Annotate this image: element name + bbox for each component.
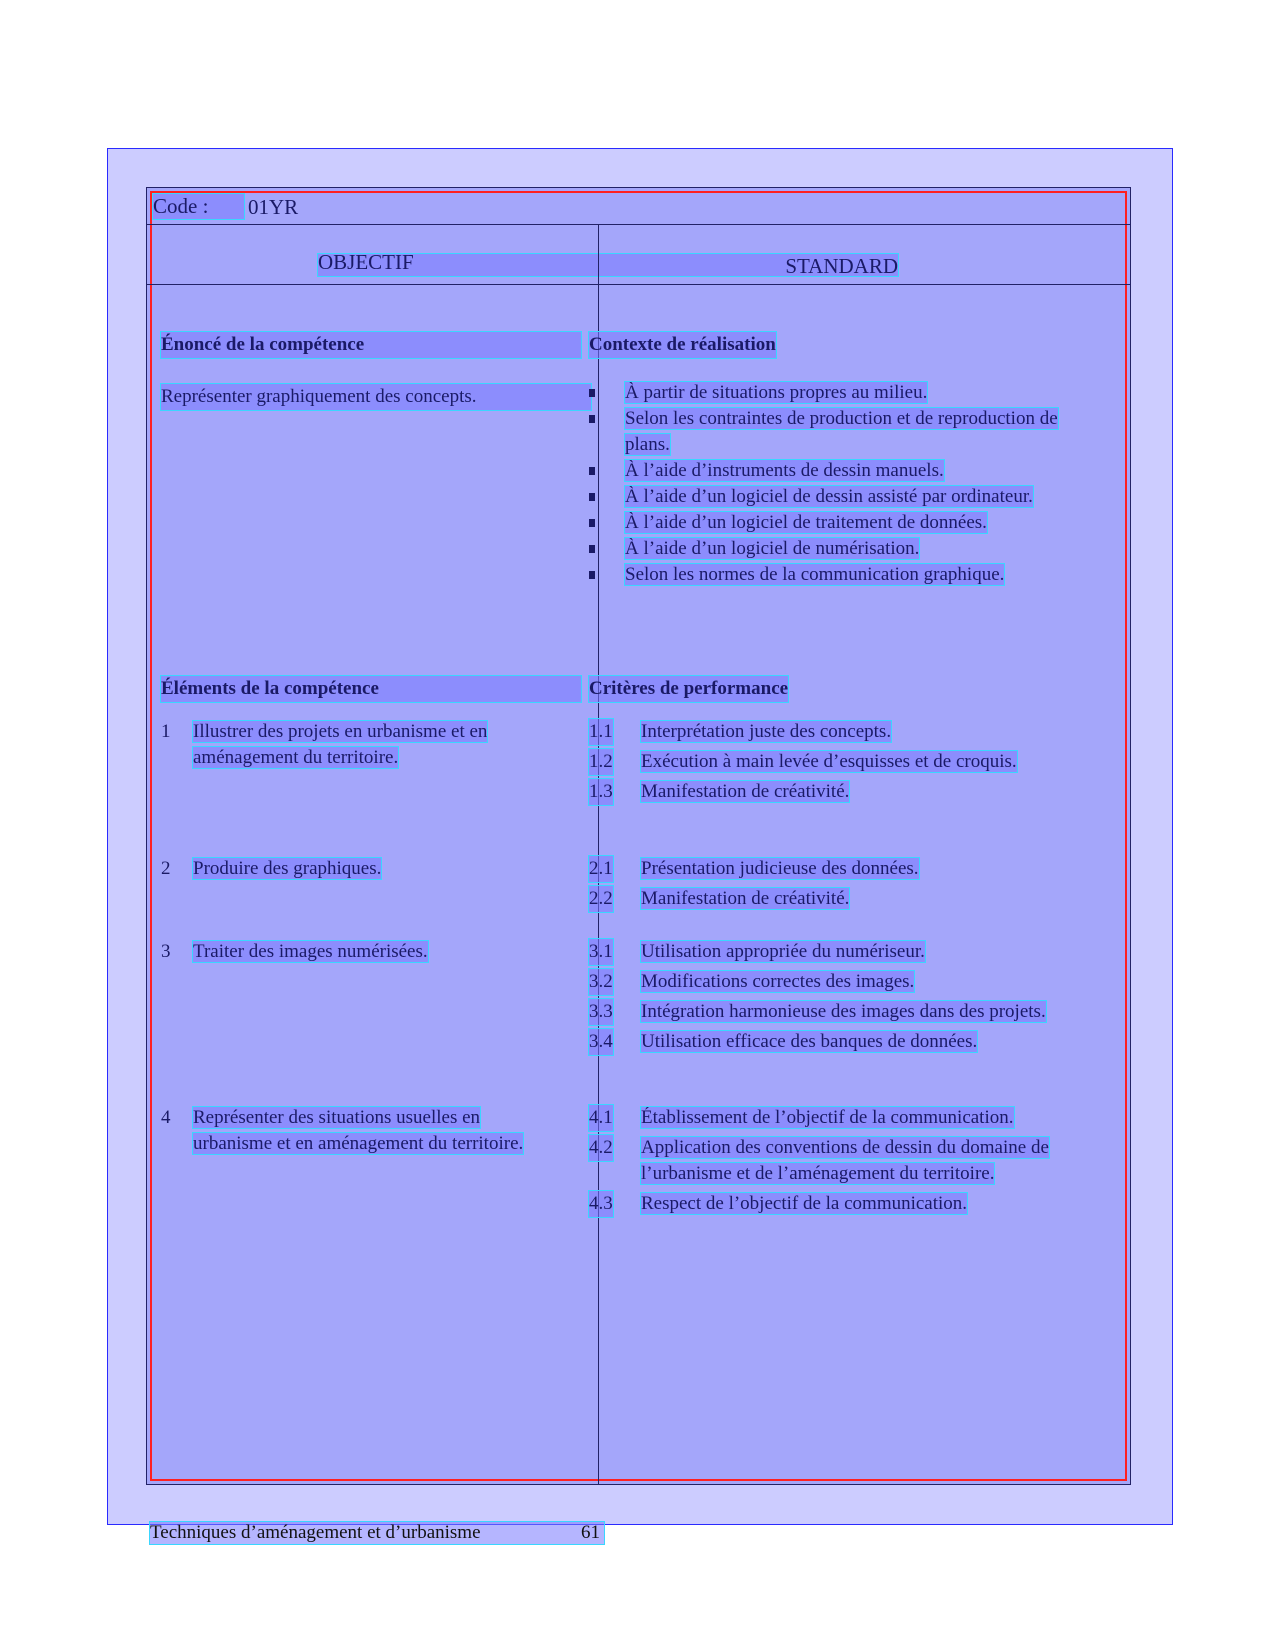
element-item — [161, 719, 531, 771]
criterion-number: 3.1 — [589, 939, 613, 965]
criterion-item — [589, 1029, 1069, 1055]
bullet-icon — [589, 571, 595, 579]
code-row — [147, 188, 1130, 225]
contexte-section — [589, 332, 1059, 588]
contexte-item — [589, 484, 1059, 510]
element-text: Traiter des images numérisées. — [193, 941, 428, 962]
criteria-group — [589, 719, 1069, 809]
criterion-item — [589, 939, 1069, 965]
criterion-text: Utilisation appropriée du numériseur. — [641, 941, 925, 962]
criterion-item — [589, 999, 1069, 1025]
competency-table — [146, 187, 1131, 1485]
document-page-frame — [107, 148, 1173, 1525]
contexte-item-text: À partir de situations propres au milieu. — [625, 382, 928, 403]
criteria-group — [589, 1105, 1069, 1221]
criterion-number: 1.2 — [589, 749, 613, 775]
element-number: 1 — [161, 721, 171, 742]
bullet-icon — [589, 389, 595, 397]
enonce-title: Énoncé de la compétence — [161, 332, 581, 358]
standard-header: STANDARD — [785, 254, 898, 278]
criterion-item — [589, 1105, 1069, 1131]
contexte-item-text: Selon les normes de la communication graphique. — [625, 564, 1005, 585]
criterion-text: Application des conventions de dessin du domaine de l’urbanisme et de l’aménagement du territoire. — [641, 1137, 1049, 1184]
contexte-item — [589, 380, 1059, 406]
criterion-item — [589, 779, 1069, 805]
bullet-icon — [589, 467, 595, 475]
enonce-section — [161, 332, 591, 410]
criterion-text: Présentation judicieuse des données. — [641, 858, 919, 879]
criteria-group — [589, 856, 1069, 916]
bullet-icon — [589, 493, 595, 501]
elements-section — [161, 676, 591, 702]
page-number: 61 — [581, 1522, 600, 1543]
element-item — [161, 939, 531, 965]
element-text: Produire des graphiques. — [193, 858, 382, 879]
criterion-number: 2.1 — [589, 856, 613, 882]
objectif-header: OBJECTIF — [318, 250, 414, 274]
criterion-item — [589, 1135, 1069, 1187]
elements-title: Éléments de la compétence — [161, 676, 581, 702]
element-item — [161, 856, 531, 882]
criterion-item — [589, 749, 1069, 775]
criteres-title: Critères de performance — [589, 676, 788, 702]
criterion-text: Utilisation efficace des banques de données. — [641, 1031, 978, 1052]
criterion-text: Établissement de l’objectif de la communication. — [641, 1107, 1014, 1128]
contexte-list — [589, 380, 1059, 588]
criterion-item — [589, 856, 1069, 882]
contexte-item — [589, 458, 1059, 484]
criterion-text: Respect de l’objectif de la communication. — [641, 1193, 968, 1214]
contexte-item — [589, 406, 1059, 458]
contexte-item-text: À l’aide d’un logiciel de dessin assisté par ordinateur. — [625, 486, 1033, 507]
element-item — [161, 1105, 531, 1157]
criterion-number: 2.2 — [589, 886, 613, 912]
contexte-item — [589, 536, 1059, 562]
criterion-text: Exécution à main levée d’esquisses et de croquis. — [641, 751, 1017, 772]
criterion-item — [589, 1191, 1069, 1217]
element-number: 3 — [161, 941, 171, 962]
criterion-item — [589, 719, 1069, 745]
criterion-text: Manifestation de créativité. — [641, 781, 850, 802]
contexte-item-text: À l’aide d’instruments de dessin manuels. — [625, 460, 944, 481]
element-text: Illustrer des projets en urbanisme et en aménagement du territoire. — [193, 721, 488, 768]
criterion-text: Modifications correctes des images. — [641, 971, 915, 992]
criterion-item — [589, 886, 1069, 912]
contexte-title: Contexte de réalisation — [589, 332, 776, 358]
criterion-number: 1.3 — [589, 779, 613, 805]
footer-title: Techniques d’aménagement et d’urbanisme — [150, 1522, 481, 1543]
code-label: Code : — [153, 194, 244, 219]
contexte-item-text: À l’aide d’un logiciel de traitement de données. — [625, 512, 987, 533]
criterion-number: 3.2 — [589, 969, 613, 995]
contexte-item-text: Selon les contraintes de production et de reproduction de plans. — [625, 408, 1058, 455]
criterion-text: Intégration harmonieuse des images dans des projets. — [641, 1001, 1046, 1022]
criterion-number: 3.3 — [589, 999, 613, 1025]
bullet-icon — [589, 415, 595, 423]
criterion-text: Manifestation de créativité. — [641, 888, 850, 909]
criterion-text: Interprétation juste des concepts. — [641, 721, 892, 742]
criterion-number: 4.1 — [589, 1105, 613, 1131]
element-number: 4 — [161, 1107, 171, 1128]
contexte-item — [589, 510, 1059, 536]
code-value: 01YR — [248, 195, 299, 219]
element-text: Représenter des situations usuelles en urbanisme et en aménagement du territoire. — [193, 1107, 524, 1154]
enonce-text: Représenter graphiquement des concepts. — [161, 384, 591, 410]
criterion-number: 1.1 — [589, 719, 613, 745]
criterion-item — [589, 969, 1069, 995]
criteria-group — [589, 939, 1069, 1059]
contexte-item-text: À l’aide d’un logiciel de numérisation. — [625, 538, 920, 559]
bullet-icon — [589, 519, 595, 527]
element-number: 2 — [161, 858, 171, 879]
header-band — [318, 250, 898, 278]
page-footer — [150, 1522, 604, 1544]
criterion-number: 4.2 — [589, 1135, 613, 1161]
criterion-number: 4.3 — [589, 1191, 613, 1217]
criteres-section — [589, 676, 1069, 702]
bullet-icon — [589, 545, 595, 553]
contexte-item — [589, 562, 1059, 588]
header-row — [147, 224, 1130, 285]
criterion-number: 3.4 — [589, 1029, 613, 1055]
